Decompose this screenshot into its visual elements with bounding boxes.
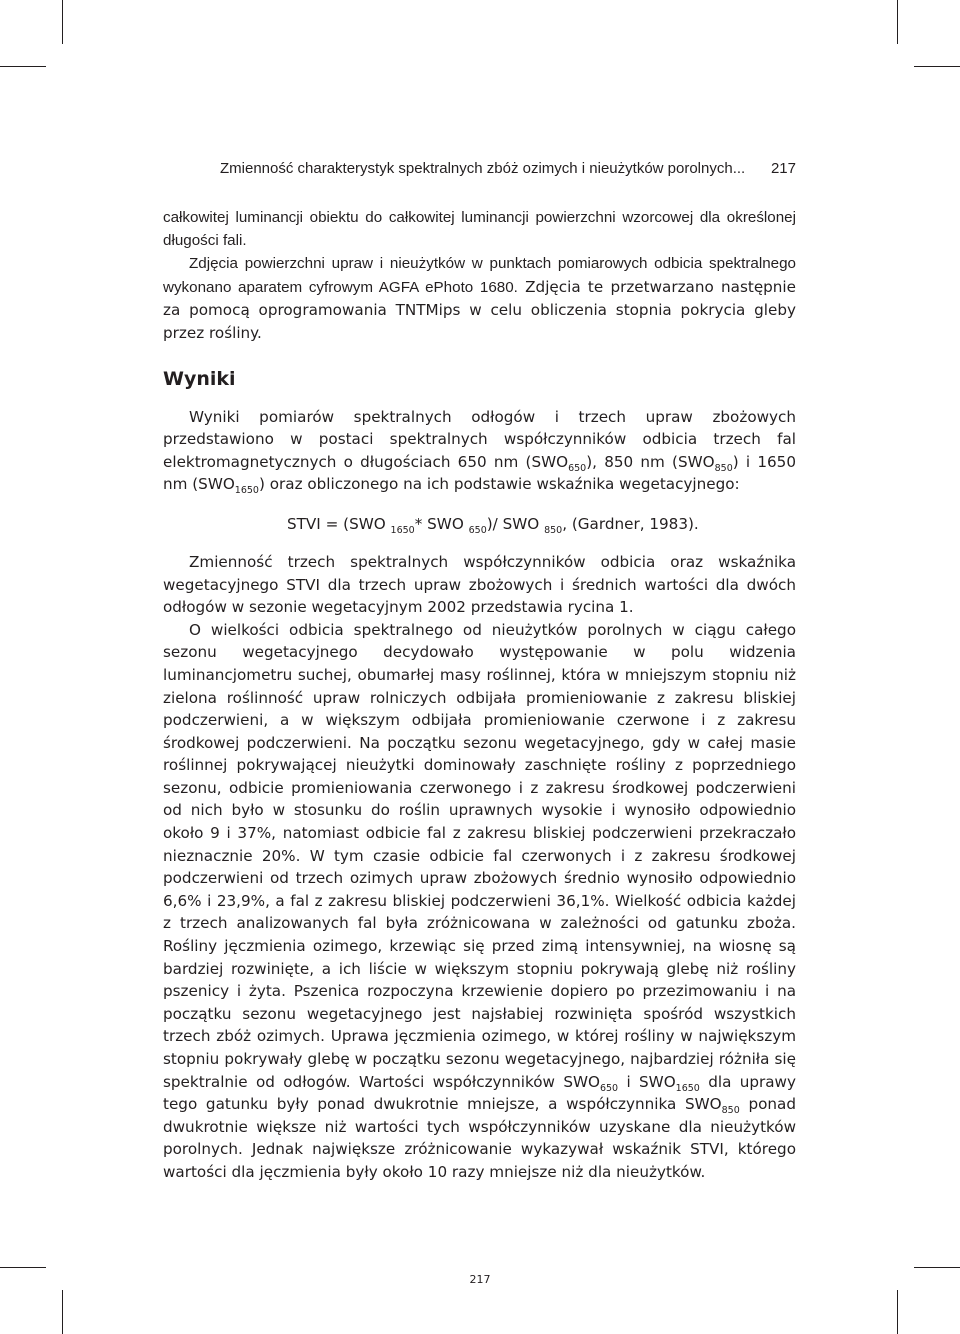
- crop-mark: [62, 1290, 63, 1334]
- intro-paragraph-1: całkowitej luminancji obiektu do całkowitej luminancji powierzchni wzorcowej dla określonej długości fali.: [163, 209, 796, 249]
- crop-mark: [62, 0, 63, 44]
- subscript: 1650: [234, 485, 259, 497]
- text-run: ) oraz obliczonego na ich podstawie wskaźnika wegetacyjnego:: [258, 475, 740, 494]
- text-run: dla uprawy tego gatunku były ponad dwukrotnie mniejsze, a współczynnika SWO: [163, 1072, 796, 1114]
- subscript: 1650: [675, 1082, 700, 1094]
- crop-mark: [0, 66, 46, 67]
- intro-sentence-camera: Zdjęcia powierzchni upraw i nieużytków w punktach pomiarowych odbicia spektralnego wykonano aparatem cyfrowym AGFA ePhoto 1680.: [163, 255, 796, 296]
- footer-page-number: 217: [469, 1273, 491, 1286]
- crop-mark: [0, 1267, 46, 1268]
- results-paragraph-3: [163, 619, 796, 1184]
- page-body: [163, 207, 796, 1184]
- crop-mark: [897, 1290, 898, 1334]
- running-title: Zmienność charakterystyk spektralnych zbóż ozimych i nieużytków porolnych...: [220, 160, 746, 177]
- subscript: 850: [714, 462, 733, 474]
- running-header: [220, 158, 796, 180]
- intro-paragraph-2: [163, 252, 796, 344]
- header-page-number: 217: [770, 160, 796, 177]
- text-run: STVI = (SWO: [287, 514, 391, 533]
- text-run: )/ SWO: [486, 514, 545, 533]
- results-paragraph-2: Zmienność trzech spektralnych współczynników odbicia oraz wskaźnika wegetacyjnego STVI dla trzech upraw zbożowych i średnich wartości dla dwóch odłogów w sezonie wegetacyjnym 2002 przedstawia rycina 1.: [163, 552, 796, 617]
- text-run: i SWO: [618, 1072, 676, 1091]
- text-run: ) i 1650 nm (SWO: [163, 452, 796, 494]
- subscript: 650: [568, 462, 587, 474]
- subscript: 1650: [390, 524, 415, 536]
- text-run: O wielkości odbicia spektralnego od nieużytków porolnych w ciągu całego sezonu wegetacyjnego decydowało występowanie w polu widzenia luminancjometru suchej, obumarłej masy roślinnej, która w mniejszym stopniu niż zielona roślinność upraw rolniczych odbijała promieniowanie z zakresu bliskiej podczerwieni, a w większym odbijała promieniowanie czerwone i z zakresu środkowej podczerwieni. Na początku sezonu wegetacyjnego, gdy w całej masie roślinnej pokrywającej nieużytki dominowały zaschnięte rośliny z poprzedniego sezonu, odbicie promieniowania czerwonego i z zakresu środkowej podczerwieni od nich było w stosunku do roślin uprawnych wysokie i wynosiło odpowiednio około 9 i 37%, natomiast odbicie fal z zakresu bliskiej podczerwieni przekraczało nieznacznie 20%. W tym czasie odbicie fal czerwonych i z zakresu środkowej podczerwieni od trzech ozimych upraw zbożowych średnio wynosiło odpowiednio 6,6% i 23,9%, a fal z zakresu bliskiej podczerwieni 36,1%. Wielkość odbicia każdej z trzech analizowanych fal była zróżnicowana w zależności od gatunku zboża. Rośliny jęczmienia ozimego, krzewiąc się przed zimą intensywniej, na wiosnę są bardziej rozwinięte, a ich liście w większym stopniu pokrywają glebę niż rośliny pszenicy i żyta. Pszenica rozpoczyna krzewienie dopiero po przezimowaniu i na początku sezonu wegetacyjnego jest najsłabiej rozwinięta spośród wszystkich trzech zbóż ozimych. Uprawa jęczmienia ozimego, w której rośliny w największym stopniu pokrywały glebę w początku sezonu wegetacyjnego, najbardziej różniła się spektralnie od odłogów. Wartości współczynników SWO: [163, 620, 796, 1091]
- crop-mark: [914, 66, 960, 67]
- crop-mark: [914, 1267, 960, 1268]
- subscript: 650: [468, 524, 487, 536]
- crop-mark: [897, 0, 898, 44]
- text-run: ponad dwukrotnie większe niż wartości tych współczynników uzyskane dla nieużytków porolnych. Jednak największe zróżnicowanie wykazywał wskaźnik STVI, którego wartości dla jęczmienia były około 10 razy mniejsze niż dla nieużytków.: [163, 1095, 796, 1181]
- results-paragraph-1: [163, 406, 796, 496]
- text-run: Wyniki pomiarów spektralnych odłogów i trzech upraw zbożowych przedstawiono w postaci spektralnych współczynników odbicia trzech fal elektromagnetycznych o długościach 650 nm (SWO: [163, 407, 796, 471]
- text-run: ), 850 nm (SWO: [586, 452, 715, 471]
- section-heading: Wyniki: [163, 367, 236, 390]
- subscript: 850: [544, 524, 563, 536]
- text-run: * SWO: [414, 514, 469, 533]
- intro-sentence-processing: Zdjęcia te przetwarzano następnie za pomocą oprogramowania TNTMips w celu obliczenia stopnia pokrycia gleby przez rośliny.: [163, 277, 796, 342]
- text-run: , (Gardner, 1983).: [562, 514, 699, 533]
- subscript: 650: [599, 1082, 619, 1094]
- stvi-formula: [287, 513, 796, 535]
- subscript: 850: [721, 1105, 740, 1117]
